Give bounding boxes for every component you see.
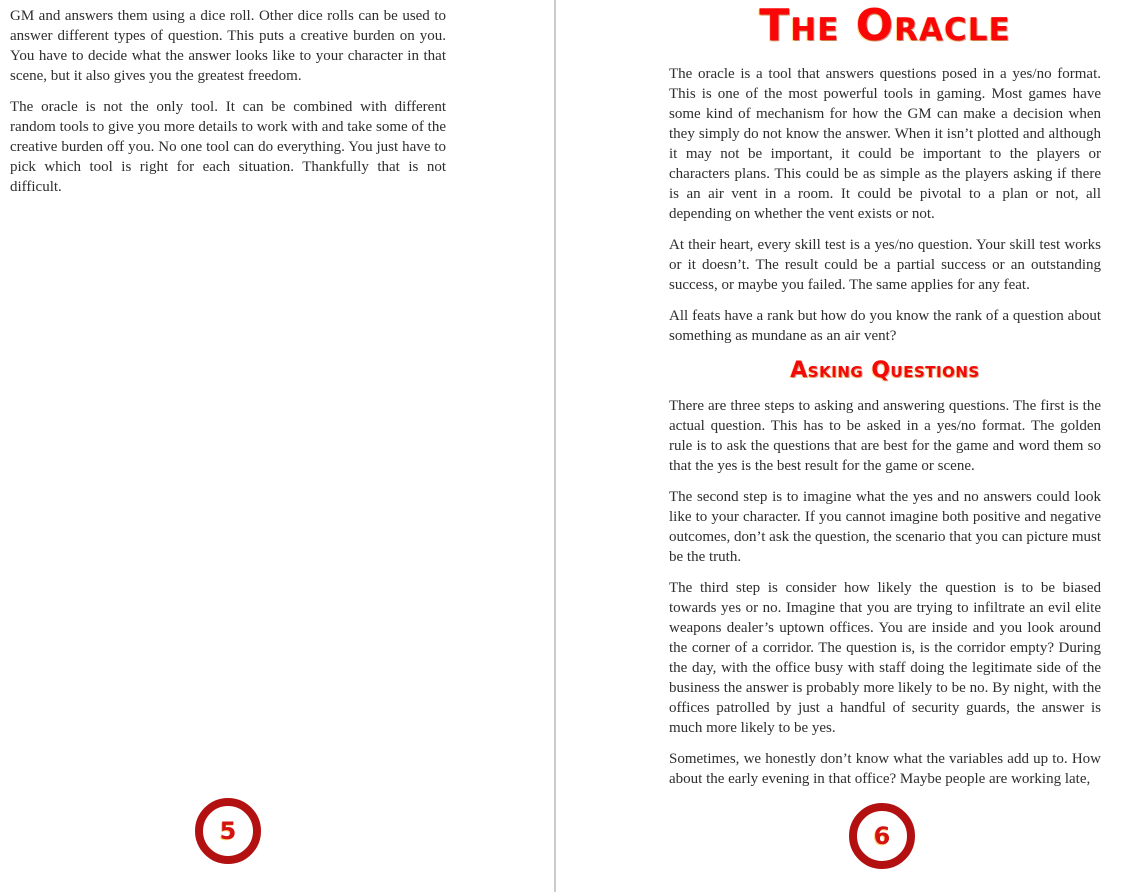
- page-number: 6: [873, 822, 891, 850]
- body-paragraph: The oracle is a tool that answers questions posed in a yes/no format. This is one of the most powerful tools in gaming. Most games have some kind of mechanism for how the GM can make a decision when they simply do not know the answer. When it isn’t plotted and although it may not be important, it could be important to the players or characters plans. This could be as simple as the players asking if there is an air vent in a room. It could be pivotal to a plan or not, all depending on whether the vent exists or not.: [669, 66, 1101, 222]
- section-heading: Asking Questions: [790, 358, 980, 383]
- right-text-column: [669, 0, 1101, 800]
- page-number: 5: [219, 817, 237, 845]
- body-paragraph: The third step is consider how likely the question is to be biased towards yes or no. Imagine that you are trying to infiltrate an evil elite weapons dealer’s uptown offices. You are inside and you look around the corner of a corridor. The question is, is the corridor empty? During the day, with the office busy with staff doing the legitimate side of the business the answer is probably more likely to be no. By night, with the offices patrolled by just a handful of security guards, the answer is much more likely to be yes.: [669, 580, 1101, 736]
- body-paragraph: The oracle is not the only tool. It can be combined with different random tools to give you more details to work with and take some of the creative burden off you. No one tool can do everything. You just have to pick which tool is right for each situation. Thankfully that is not difficult.: [10, 99, 446, 195]
- body-paragraph: There are three steps to asking and answering questions. The first is the actual question. This has to be asked in a yes/no format. The golden rule is to ask the questions that are best for the game and word them so that the yes is the best result for the game or scene.: [669, 398, 1101, 474]
- page-number-badge: [195, 798, 261, 864]
- page-divider: [554, 0, 556, 892]
- page-number-badge: [849, 803, 915, 869]
- body-paragraph: GM and answers them using a dice roll. Other dice rolls can be used to answer different types of question. This puts a creative burden on you. You have to decide what the answer looks like to your character in that scene, but it also gives you the greatest freedom.: [10, 8, 446, 84]
- page-title: The Oracle: [759, 0, 1011, 51]
- left-text-column: [10, 6, 446, 208]
- body-paragraph: The second step is to imagine what the yes and no answers could look like to your character. If you cannot imagine both positive and negative outcomes, don’t ask the question, the scenario that you can picture must be the truth.: [669, 489, 1101, 565]
- body-paragraph: All feats have a rank but how do you know the rank of a question about something as mundane as an air vent?: [669, 308, 1101, 344]
- body-paragraph: At their heart, every skill test is a yes/no question. Your skill test works or it doesn’t. The result could be a partial success or an outstanding success, or maybe you failed. The same applies for any feat.: [669, 237, 1101, 293]
- body-paragraph: Sometimes, we honestly don’t know what the variables add up to. How about the early evening in that office? Maybe people are working late,: [669, 751, 1101, 787]
